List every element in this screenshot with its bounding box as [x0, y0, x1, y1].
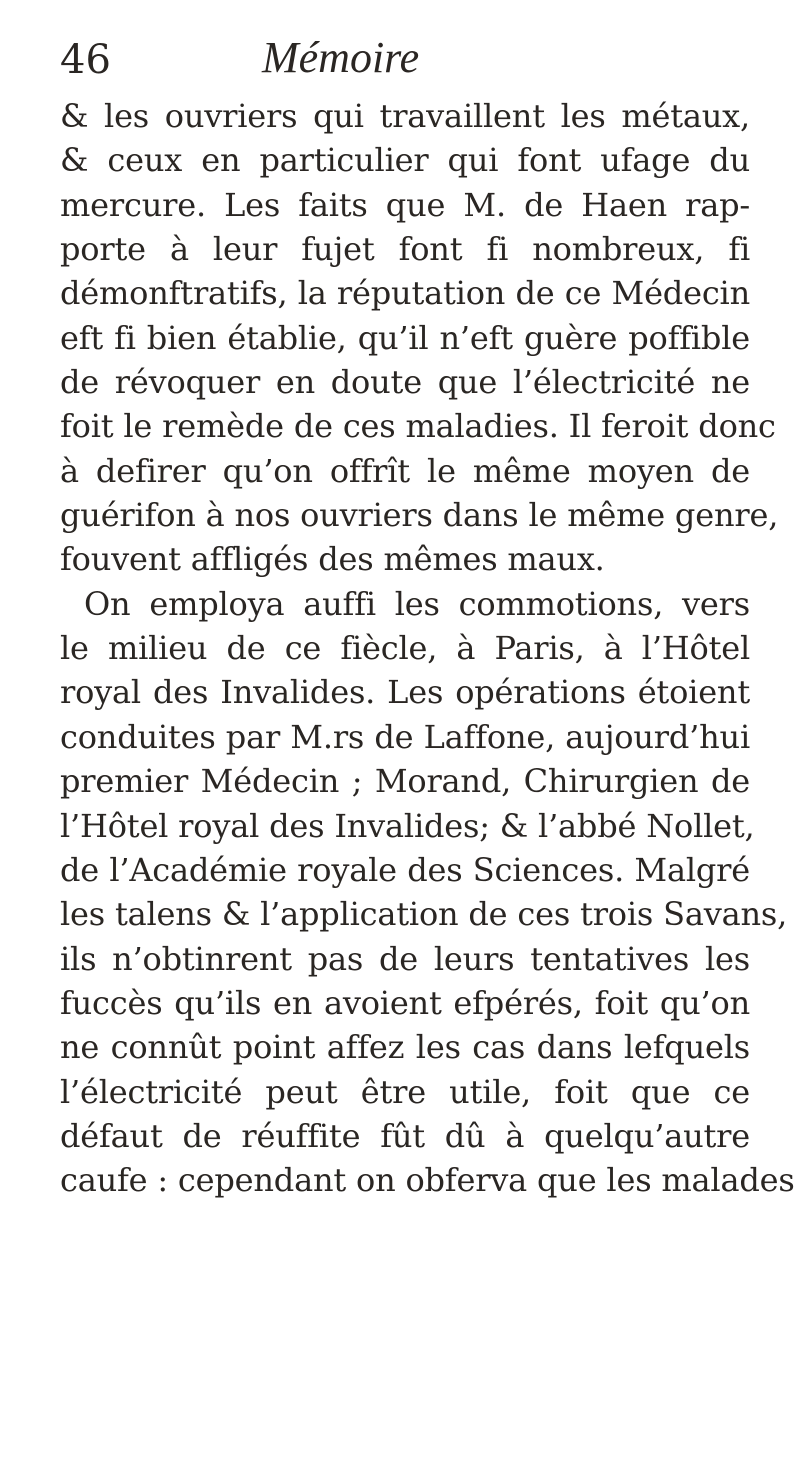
text-line: démonftratifs, la réputation de ce Médecin — [60, 274, 750, 313]
text-line: fouvent affligés des mêmes maux. — [60, 540, 605, 579]
text-line: le milieu de ce fiècle, à Paris, à l’Hôtel — [60, 629, 750, 668]
text-line: & les ouvriers qui travaillent les métaux, — [60, 97, 750, 135]
text-line: eft fi bien établie, qu’il n’eft guère poffible — [60, 318, 750, 357]
running-head — [60, 33, 760, 96]
text-line: ils n’obtinrent pas de leurs tentatives les — [60, 939, 750, 978]
text-line: On employa auffi les commotions, vers — [84, 584, 750, 623]
text-line: défaut de réuffite fût dû à quelqu’autre — [60, 1116, 750, 1155]
text-line: premier Médecin ; Morand, Chirurgien de — [60, 762, 750, 801]
text-line: mercure. Les faits que M. de Haen rap- — [60, 185, 750, 224]
text-line: de révoquer en doute que l’électricité ne — [60, 363, 750, 402]
body-text — [60, 94, 795, 1203]
text-line: porte à leur fujet font fi nombreux, fi — [60, 230, 750, 269]
text-line: & ceux en particulier qui font ufage du — [60, 141, 750, 180]
text-line: foit le remède de ces maladies. Il feroit donc — [60, 407, 776, 446]
text-line: de l’Académie royale des Sciences. Malgré — [60, 850, 750, 889]
text-line: caufe : cependant on obferva que les malades — [60, 1161, 795, 1200]
text-line: conduites par M.rs de Laffone, aujourd’hui — [60, 717, 750, 756]
text-line: ne connût point affez les cas dans lefquels — [60, 1028, 750, 1067]
text-line: royal des Invalides. Les opérations étoient — [60, 673, 750, 712]
text-line: les talens & l’application de ces trois Savans, — [60, 895, 788, 934]
text-line: l’Hôtel royal des Invalides; & l’abbé Nollet, — [60, 806, 755, 845]
running-title: Mémoire — [262, 33, 420, 82]
page-number: 46 — [60, 37, 111, 83]
text-line: fuccès qu’ils en avoient efpérés, foit qu’on — [60, 983, 750, 1022]
text-line: guérifon à nos ouvriers dans le même genre, — [60, 496, 779, 535]
text-line: à defirer qu’on offrît le même moyen de — [60, 451, 750, 490]
text-line: l’électricité peut être utile, foit que ce — [60, 1072, 750, 1111]
